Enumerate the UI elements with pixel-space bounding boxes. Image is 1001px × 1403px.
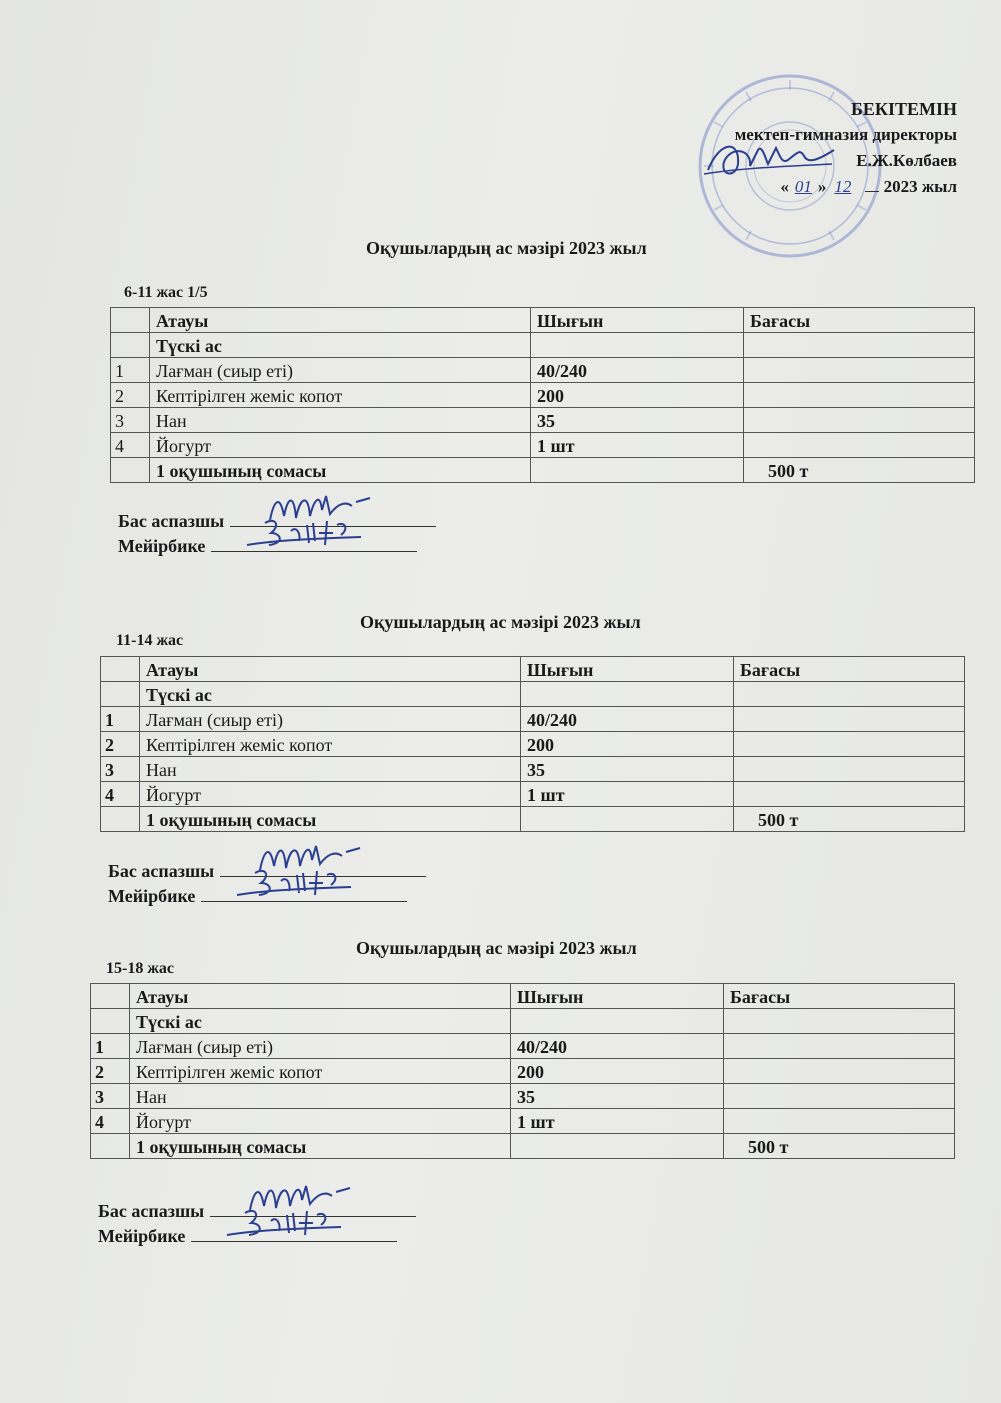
table-header-row [101, 657, 965, 682]
table-header-row [111, 308, 975, 333]
row-out: 40/240 [521, 707, 734, 732]
row-num: 1 [111, 358, 150, 383]
row-out: 200 [521, 732, 734, 757]
row-out: 40/240 [531, 358, 744, 383]
table-header-row [91, 984, 955, 1009]
total-price: 500 т [734, 807, 965, 832]
approval-director-name: Е.Ж.Көлбаев [856, 151, 957, 170]
menu-3-title: Оқушылардың ас мәзірі 2023 жыл [356, 938, 637, 958]
menu-2-table [100, 656, 965, 832]
row-num: 2 [111, 383, 150, 408]
row-out: 1 шт [531, 433, 744, 458]
total-price: 500 т [744, 458, 975, 483]
meal-label: Түскі ас [150, 333, 531, 358]
cook-label: Бас аспазшы [118, 511, 225, 531]
cook-label: Бас аспазшы [98, 1201, 205, 1221]
row-name: Лағман (сиыр еті) [130, 1034, 511, 1059]
row-num: 1 [91, 1034, 130, 1059]
row-name: Йогурт [140, 782, 521, 807]
total-row [111, 458, 975, 483]
nurse-signature-icon [231, 861, 361, 905]
row-name: Лағман (сиыр еті) [150, 358, 531, 383]
row-out: 40/240 [511, 1034, 724, 1059]
date-year: 2023 жыл [883, 177, 957, 196]
row-num: 3 [101, 757, 140, 782]
cook-label: Бас аспазшы [108, 861, 215, 881]
total-label: 1 оқушының сомасы [130, 1134, 511, 1159]
table-row [91, 1034, 955, 1059]
col-name-header: Атауы [140, 657, 521, 682]
row-name: Нан [130, 1084, 511, 1109]
row-name: Йогурт [130, 1109, 511, 1134]
row-out: 35 [531, 408, 744, 433]
col-out-header: Шығын [521, 657, 734, 682]
total-row [101, 807, 965, 832]
row-num: 4 [91, 1109, 130, 1134]
nurse-signature-icon [221, 1201, 351, 1245]
col-name-header: Атауы [150, 308, 531, 333]
row-name: Нан [150, 408, 531, 433]
table-row [91, 1109, 955, 1134]
date-month: 12 [834, 177, 852, 196]
row-num: 4 [111, 433, 150, 458]
approval-heading: БЕКІТЕМІН [851, 99, 957, 119]
nurse-signature-icon [241, 511, 371, 555]
nurse-label: Мейірбике [118, 536, 206, 556]
row-out: 1 шт [511, 1109, 724, 1134]
menu-2-age: 11-14 жас [116, 632, 184, 649]
row-name: Кептірілген жеміс копот [140, 732, 521, 757]
date-day: 01 [794, 177, 812, 196]
row-out: 200 [511, 1059, 724, 1084]
row-num: 3 [111, 408, 150, 433]
nurse-label: Мейірбике [108, 886, 196, 906]
menu-1-signatures [118, 508, 436, 558]
row-name: Йогурт [150, 433, 531, 458]
menu-2-title: Оқушылардың ас мәзірі 2023 жыл [360, 612, 641, 632]
nurse-signature-row [108, 883, 426, 908]
row-name: Лағман (сиыр еті) [140, 707, 521, 732]
col-price-header: Бағасы [734, 657, 965, 682]
table-row [101, 707, 965, 732]
menu-1-age: 6-11 жас 1/5 [124, 284, 208, 301]
nurse-signature-row [118, 533, 436, 558]
row-name: Кептірілген жеміс копот [130, 1059, 511, 1084]
row-num: 2 [91, 1059, 130, 1084]
meal-label: Түскі ас [130, 1009, 511, 1034]
row-out: 200 [531, 383, 744, 408]
menu-3-signatures [98, 1198, 416, 1248]
row-out: 35 [521, 757, 734, 782]
meal-row [101, 682, 965, 707]
col-price-header: Бағасы [744, 308, 975, 333]
nurse-signature-row [98, 1223, 416, 1248]
menu-2-signatures [108, 858, 426, 908]
menu-1-table [110, 307, 975, 483]
total-price: 500 т [724, 1134, 955, 1159]
table-row [111, 358, 975, 383]
col-name-header: Атауы [130, 984, 511, 1009]
col-out-header: Шығын [511, 984, 724, 1009]
menu-3-age: 15-18 жас [106, 960, 175, 977]
approval-position: мектеп-гимназия директоры [734, 125, 957, 144]
row-out: 35 [511, 1084, 724, 1109]
table-row [101, 757, 965, 782]
row-num: 4 [101, 782, 140, 807]
table-row [101, 782, 965, 807]
row-num: 3 [91, 1084, 130, 1109]
row-out: 1 шт [521, 782, 734, 807]
table-row [111, 383, 975, 408]
row-num: 1 [101, 707, 140, 732]
row-name: Нан [140, 757, 521, 782]
menu-1-title: Оқушылардың ас мәзірі 2023 жыл [366, 238, 647, 258]
table-row [111, 433, 975, 458]
total-label: 1 оқушының сомасы [140, 807, 521, 832]
table-row [111, 408, 975, 433]
row-name: Кептірілген жеміс копот [150, 383, 531, 408]
meal-row [111, 333, 975, 358]
date-close-quote: » [817, 177, 827, 196]
row-num: 2 [101, 732, 140, 757]
director-signature-icon [700, 130, 840, 190]
total-label: 1 оқушының сомасы [150, 458, 531, 483]
table-row [91, 1084, 955, 1109]
meal-row [91, 1009, 955, 1034]
table-row [91, 1059, 955, 1084]
total-row [91, 1134, 955, 1159]
date-open-quote: « [780, 177, 789, 196]
col-price-header: Бағасы [724, 984, 955, 1009]
table-row [101, 732, 965, 757]
nurse-label: Мейірбике [98, 1226, 186, 1246]
menu-3-table [90, 983, 955, 1159]
meal-label: Түскі ас [140, 682, 521, 707]
col-out-header: Шығын [531, 308, 744, 333]
